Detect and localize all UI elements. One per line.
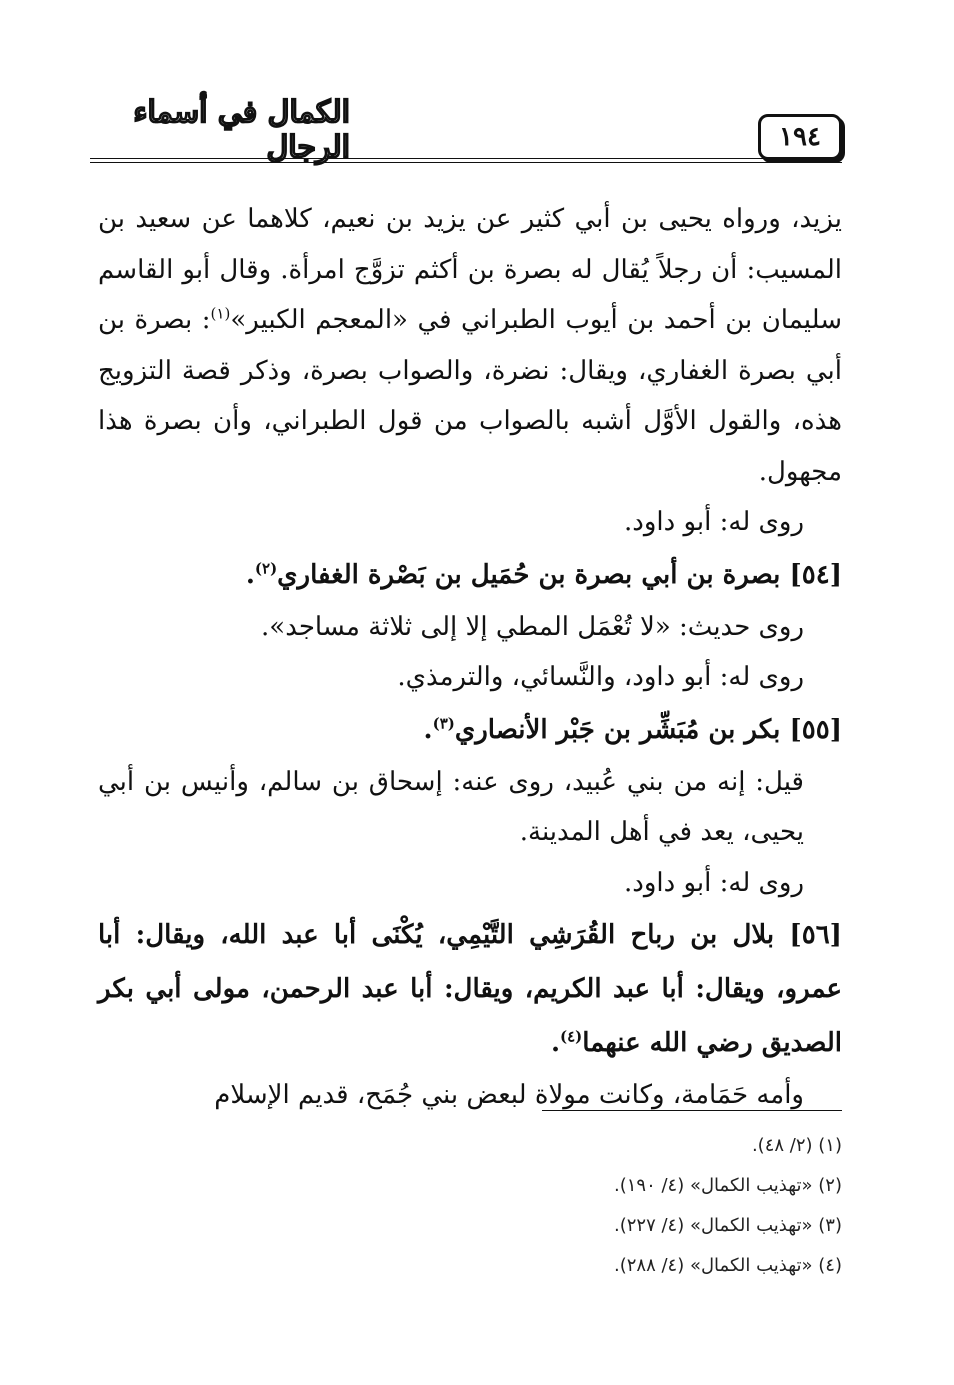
book-title: الكمال في أسماء الرجال [133, 95, 350, 165]
footnote-item: (١) (٢/ ٤٨). [751, 1135, 842, 1156]
footnote-ref: (٢) [254, 558, 278, 577]
header-rule-double [90, 162, 842, 163]
entry-number: [٥٦] [789, 920, 842, 950]
entry-text: وأمه حَمَامة، وكانت مولاة لبعض بني جُمَح، قديم الإسلام [214, 1080, 804, 1110]
riwaya-line: روى له: أبو داود. [624, 867, 804, 898]
entry-heading-56: [٥٦] بلال بن رباح القُرَشِي التَّيْمِي، يُكْنَى أبا عبد الله، ويقال: أبا عمرو، ويقال: أبا عبد الكريم، ويقال: أبا عبد الرحمن، مولى أبي بكر الصديق رضي الله عنهما$^{(٤)}$. [98, 920, 842, 1058]
riwaya-line: روى له: أبو داود، والنَّسائي، والترمذي. [397, 662, 804, 692]
footnote-ref: (١) [210, 304, 231, 323]
page-header [90, 95, 842, 165]
footnote-item: (٤) «تهذيب الكمال» (٤/ ٢٨٨). [613, 1255, 842, 1276]
entry-number: [٥٥] [789, 714, 842, 745]
body-text [98, 194, 842, 1121]
hadith-line: روى حديث: «لا تُعْمَل المطي إلا إلى ثلاثة مساجد». [261, 611, 804, 642]
footnote-separator [542, 1110, 842, 1111]
paragraph-text: يزيد، ورواه يحيى بن أبي كثير عن يزيد بن نعيم، كلاهما عن سعيد بن المسيب: أن رجلاً يُقال له بصرة بن أكثم تزوَّج امرأة. وقال أبو القاسم سليمان بن أحمد بن أيوب الطبراني في «المعجم الكبير» [98, 204, 842, 335]
entry-heading-55: [٥٥] بكر بن مُبَشِّر بن جَبْر الأنصاري$^{(٣)}$. [423, 713, 842, 745]
footnote-ref: (٤) [560, 1027, 583, 1046]
entry-title: بكر بن مُبَشِّر بن جَبْر الأنصاري [454, 714, 781, 745]
entry-title: بلال بن رباح القُرَشِي التَّيْمِي، يُكْنَى أبا عبد الله، ويقال: أبا عمرو، ويقال: أبا عبد الكريم، ويقال: أبا عبد الرحمن، مولى أبي بكر الصديق رضي الله عنهما [98, 920, 842, 1058]
paragraph-text-continued: : بصرة بن أبي بصرة الغفاري، ويقال: نضرة، والصواب بصرة، وذكر قصة التزويج هذه، والقول الأوَّل أشبه بالصواب من قول الطبراني، وأن بصرة هذا مجهول. [98, 305, 842, 487]
page-number: ١٩٤ [758, 114, 842, 160]
footnotes [98, 1126, 842, 1286]
header-rule [90, 158, 842, 159]
footnote-item: (٣) «تهذيب الكمال» (٤/ ٢٢٧). [613, 1215, 842, 1236]
entry-heading-54: [٥٤] بصرة بن أبي بصرة بن حُمَيل بن بَصْرة الغفاري$^{(٢)}$. [245, 558, 842, 590]
entry-number: [٥٤] [789, 559, 842, 590]
riwaya-line: روى له: أبو داود. [624, 507, 804, 537]
paragraph [98, 194, 842, 497]
footnote-item: (٢) «تهذيب الكمال» (٤/ ١٩٠). [613, 1175, 842, 1196]
footnote-ref: (٣) [432, 713, 455, 732]
entry-title: بصرة بن أبي بصرة بن حُمَيل بن بَصْرة الغفاري [277, 559, 781, 590]
entry-text: قيل: إنه من بني عُبيد، روى عنه: إسحاق بن سالم، وأنيس بن أبي يحيى، يعد في أهل المدينة. [98, 766, 804, 847]
